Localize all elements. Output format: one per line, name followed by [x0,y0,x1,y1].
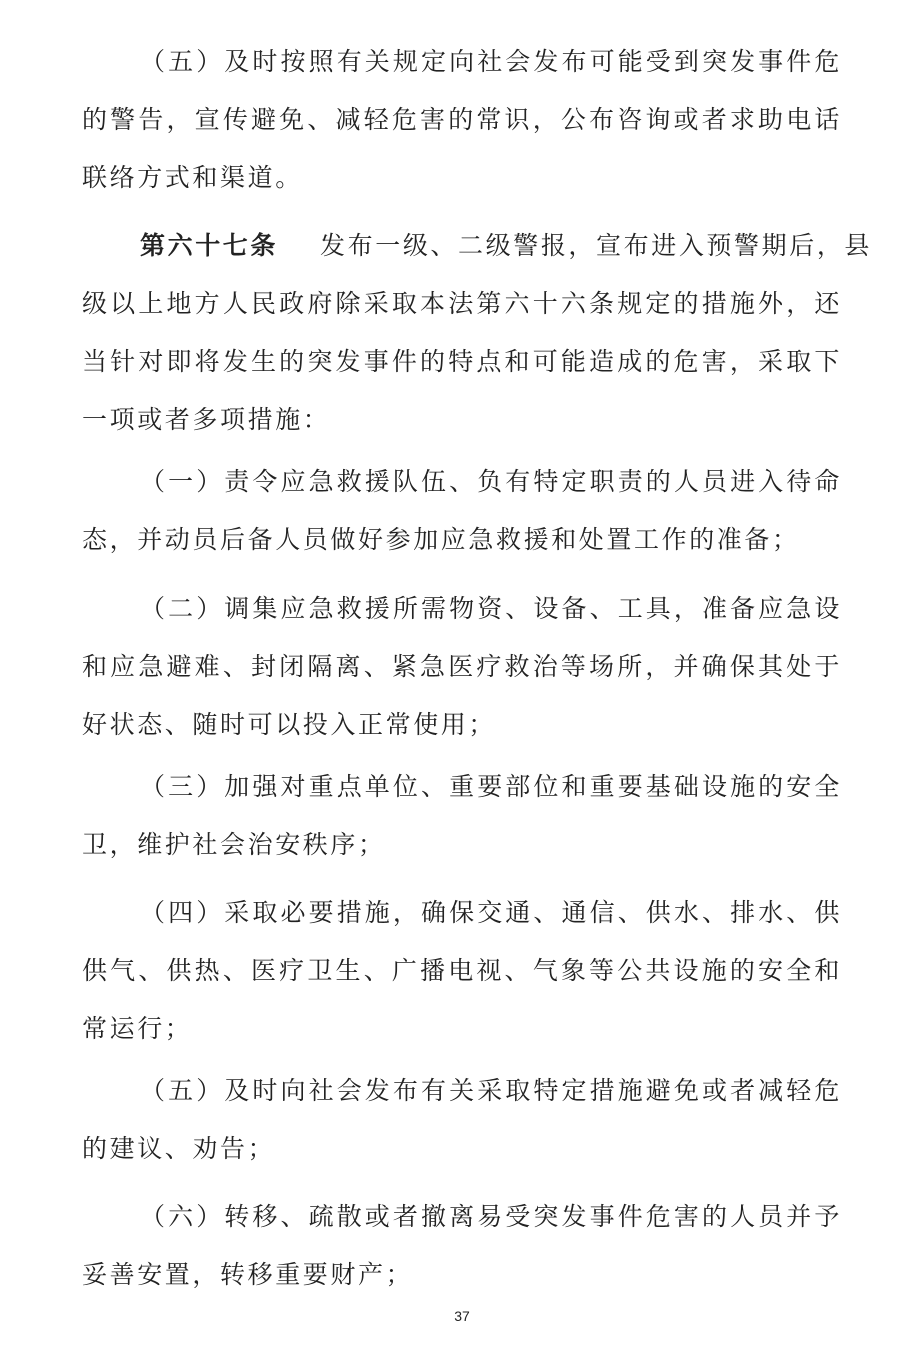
text-line: （五）及时按照有关规定向社会发布可能受到突发事件危 [140,47,842,76]
text-line: 卫，维护社会治安秩序； [82,830,386,859]
text-line: （一）责令应急救援队伍、负有特定职责的人员进入待命 [140,467,842,496]
text-line: 的警告，宣传避免、减轻危害的常识，公布咨询或者求助电话 [82,105,842,134]
text-line: （四）采取必要措施，确保交通、通信、供水、排水、供 [140,898,842,927]
article-text: 发布一级、二级警报，宣布进入预警期后，县 [320,231,873,260]
text-line: 一项或者多项措施： [82,405,331,434]
text-line: 联络方式和渠道。 [82,163,303,192]
text-line: 的建议、劝告； [82,1134,276,1163]
text-line: 常运行； [82,1014,193,1043]
text-line: 当针对即将发生的突发事件的特点和可能造成的危害，采取下 [82,347,842,376]
text-line: 态，并动员后备人员做好参加应急救援和处置工作的准备； [82,525,800,554]
article-label: 第六十七条 [140,231,279,260]
text-line: （二）调集应急救援所需物资、设备、工具，准备应急设 [140,594,842,623]
text-line: （三）加强对重点单位、重要部位和重要基础设施的安全 [140,772,842,801]
text-line: 妥善安置，转移重要财产； [82,1260,414,1289]
text-line: （六）转移、疏散或者撤离易受突发事件危害的人员并予 [140,1202,842,1231]
text-line: 级以上地方人民政府除采取本法第六十六条规定的措施外，还 [82,289,842,318]
text-line [140,226,873,266]
text-line: 好状态、随时可以投入正常使用； [82,710,497,739]
text-line: 供气、供热、医疗卫生、广播电视、气象等公共设施的安全和 [82,956,842,985]
text-line: 和应急避难、封闭隔离、紧急医疗救治等场所，并确保其处于 [82,652,842,681]
page-number: 37 [454,1308,470,1324]
text-line: （五）及时向社会发布有关采取特定措施避免或者减轻危 [140,1076,842,1105]
